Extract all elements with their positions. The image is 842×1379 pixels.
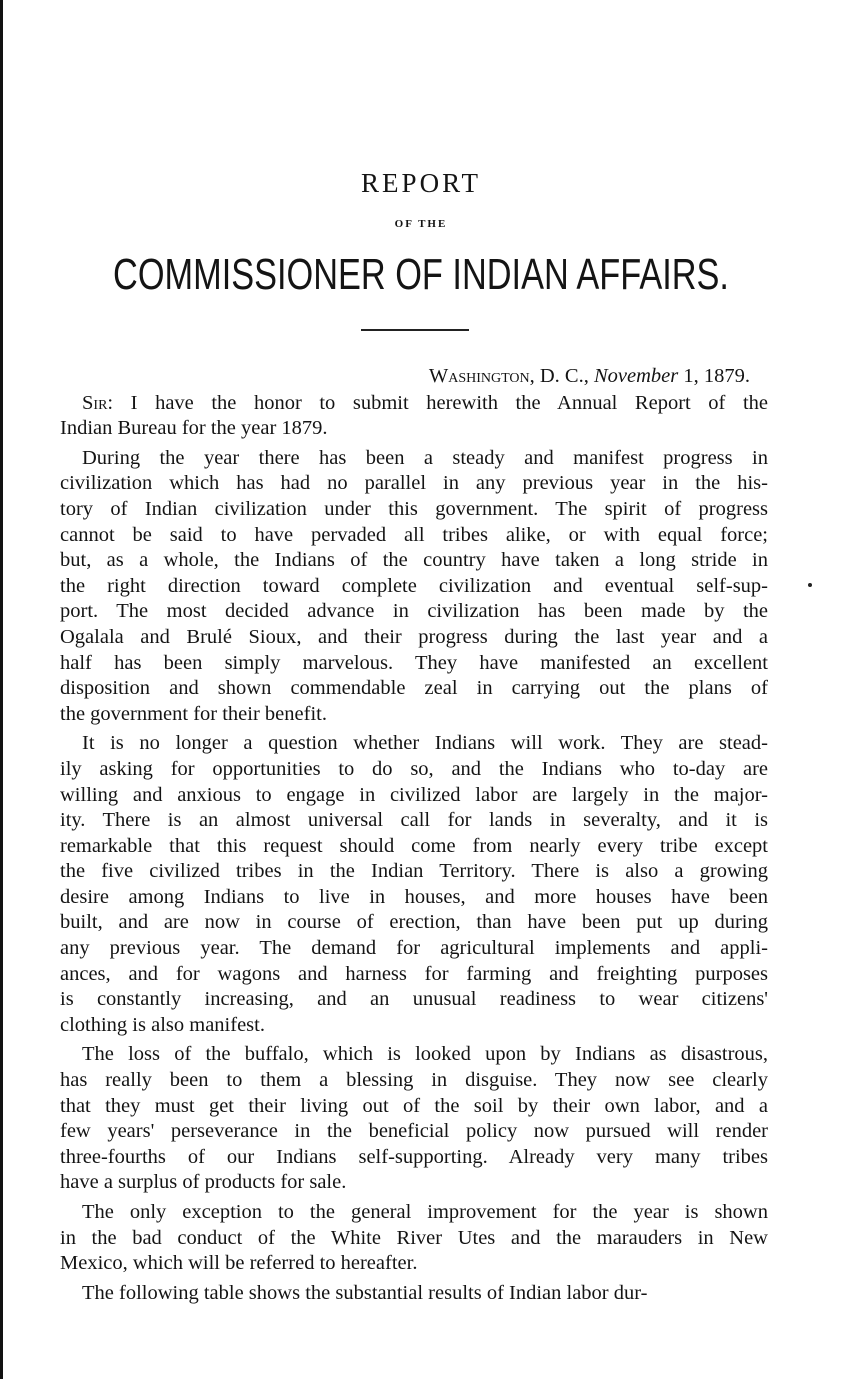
document-title: COMMISSIONER OF INDIAN AFFAIRS. (113, 250, 729, 299)
dateline (60, 364, 768, 390)
margin-mark (808, 583, 812, 587)
text-line: tory of Indian civilization under this government. The spirit of progress (60, 497, 768, 520)
paragraph (60, 1277, 768, 1307)
text-line: has really been to them a blessing in disguise. They now see clearly (60, 1069, 768, 1092)
text-line: few years' perseverance in the beneficial policy now pursued will render (60, 1120, 768, 1143)
text-line: half has been simply marvelous. They have manifested an excellent (60, 651, 768, 674)
text-line: ity. There is an almost universal call for lands in severalty, and it is (60, 809, 768, 832)
text-line: the five civilized tribes in the Indian Territory. There is also a growing (60, 860, 768, 883)
text-line: cannot be said to have pervaded all tribes alike, or with equal force; (60, 523, 768, 546)
paragraph (60, 727, 768, 1038)
text-line: willing and anxious to engage in civilized labor are largely in the major- (60, 783, 768, 806)
text-line: the right direction toward complete civilization and eventual self-sup- (60, 574, 768, 597)
text-line-content: I have the honor to submit herewith the Annual Report of the (113, 391, 768, 414)
text-line: Ogalala and Brulé Sioux, and their progress during the last year and a (60, 625, 768, 648)
text-line: that they must get their living out of the soil by their own labor, and a (60, 1094, 768, 1117)
paragraph (60, 1038, 768, 1196)
text-line: have a surplus of products for sale. (60, 1171, 347, 1194)
of-the-subheading: OF THE (394, 218, 448, 230)
text-line: built, and are now in course of erection, than have been put up during (60, 911, 768, 934)
page-edge (0, 0, 3, 1379)
report-body (60, 364, 768, 1306)
title-divider (361, 329, 469, 331)
paragraph (60, 391, 768, 442)
dateline-month: November (593, 365, 679, 387)
report-heading: REPORT (361, 168, 481, 198)
dateline-place: Washington, D. C., (428, 365, 589, 387)
text-line: civilization which has had no parallel in any previous year in the his- (60, 472, 768, 495)
salutation: Sir: (82, 391, 114, 414)
text-line: port. The most decided advance in civilization has been made by the (60, 600, 768, 623)
text-line: remarkable that this request should come from nearly every tribe except (60, 834, 768, 857)
text-line: During the year there has been a steady and manifest progress in (82, 446, 768, 469)
text-line: It is no longer a question whether Indians will work. They are stead- (82, 732, 768, 755)
paragraph (60, 442, 768, 728)
text-line: The following table shows the substantial results of Indian labor dur- (82, 1281, 648, 1304)
text-line: Mexico, which will be referred to hereafter. (60, 1252, 418, 1275)
text-line (60, 391, 768, 417)
paragraphs (60, 391, 768, 1307)
text-line: The only exception to the general improvement for the year is shown (82, 1201, 768, 1223)
text-line: is constantly increasing, and an unusual readiness to wear citizens' (60, 988, 768, 1011)
text-line: three-fourths of our Indians self-supporting. Already very many tribes (60, 1145, 768, 1168)
text-line: desire among Indians to live in houses, and more houses have been (60, 885, 768, 908)
text-line: in the bad conduct of the White River Utes and the marauders in New (60, 1226, 768, 1249)
text-line: any previous year. The demand for agricultural implements and appli- (60, 937, 768, 960)
dateline-rest: 1, 1879. (678, 365, 750, 387)
paragraph (60, 1196, 768, 1277)
text-line: disposition and shown commendable zeal in carrying out the plans of (60, 677, 768, 700)
text-line: Indian Bureau for the year 1879. (60, 417, 328, 440)
text-line: ances, and for wagons and harness for farming and freighting purposes (60, 962, 768, 985)
text-line: but, as a whole, the Indians of the country have taken a long stride in (60, 549, 768, 572)
text-line: The loss of the buffalo, which is looked upon by Indians as disastrous, (82, 1043, 768, 1066)
text-line: the government for their benefit. (60, 702, 327, 725)
text-line: ily asking for opportunities to do so, and the Indians who to-day are (60, 757, 768, 780)
text-line: clothing is also manifest. (60, 1013, 265, 1036)
